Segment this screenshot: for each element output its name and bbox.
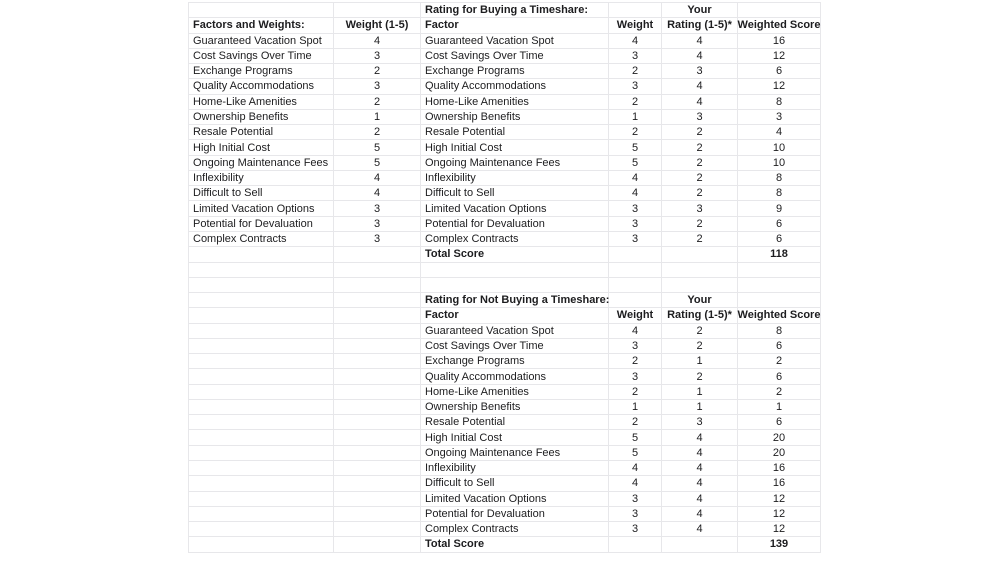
- not-buying-row-rating[interactable]: 4: [662, 446, 738, 461]
- empty-cell[interactable]: [189, 537, 334, 552]
- buying-row-score[interactable]: 10: [738, 156, 821, 171]
- empty-cell[interactable]: [189, 354, 334, 369]
- weights-factor-name[interactable]: Exchange Programs: [189, 64, 334, 79]
- not-buying-row-score[interactable]: 2: [738, 354, 821, 369]
- buying-row-factor[interactable]: Difficult to Sell: [421, 186, 609, 201]
- buying-row-score[interactable]: 10: [738, 140, 821, 155]
- weights-factor-name[interactable]: Limited Vacation Options: [189, 201, 334, 216]
- not-buying-row-rating[interactable]: 1: [662, 354, 738, 369]
- buying-row-factor[interactable]: High Initial Cost: [421, 140, 609, 155]
- empty-cell[interactable]: [189, 263, 334, 278]
- empty-cell[interactable]: [189, 522, 334, 537]
- empty-cell[interactable]: [334, 293, 421, 308]
- empty-cell[interactable]: [334, 461, 421, 476]
- buying-row-score[interactable]: 12: [738, 79, 821, 94]
- empty-cell[interactable]: [334, 507, 421, 522]
- empty-cell[interactable]: [334, 492, 421, 507]
- buying-row-weight[interactable]: 5: [609, 156, 662, 171]
- not-buying-row-weight[interactable]: 2: [609, 385, 662, 400]
- empty-cell[interactable]: [334, 476, 421, 491]
- buying-row-rating[interactable]: 2: [662, 171, 738, 186]
- not-buying-row-factor[interactable]: Complex Contracts: [421, 522, 609, 537]
- weights-factor-name[interactable]: Potential for Devaluation: [189, 217, 334, 232]
- buying-row-rating[interactable]: 4: [662, 49, 738, 64]
- buying-row-score[interactable]: 8: [738, 95, 821, 110]
- buying-row-score[interactable]: 12: [738, 49, 821, 64]
- buying-row-weight[interactable]: 4: [609, 171, 662, 186]
- empty-cell[interactable]: [738, 263, 821, 278]
- buying-row-weight[interactable]: 3: [609, 217, 662, 232]
- not-buying-row-score[interactable]: 8: [738, 324, 821, 339]
- not-buying-factor-header[interactable]: Factor: [421, 308, 609, 323]
- not-buying-row-score[interactable]: 6: [738, 339, 821, 354]
- buying-row-weight[interactable]: 1: [609, 110, 662, 125]
- buying-row-weight[interactable]: 2: [609, 95, 662, 110]
- weights-factor-weight[interactable]: 3: [334, 49, 421, 64]
- empty-cell[interactable]: [334, 263, 421, 278]
- empty-cell[interactable]: [334, 446, 421, 461]
- buying-row-weight[interactable]: 5: [609, 140, 662, 155]
- empty-cell[interactable]: [609, 247, 662, 262]
- buying-row-factor[interactable]: Guaranteed Vacation Spot: [421, 34, 609, 49]
- buying-row-factor[interactable]: Ongoing Maintenance Fees: [421, 156, 609, 171]
- buying-row-factor[interactable]: Potential for Devaluation: [421, 217, 609, 232]
- not-buying-row-weight[interactable]: 3: [609, 507, 662, 522]
- not-buying-row-score[interactable]: 6: [738, 369, 821, 384]
- weights-factor-weight[interactable]: 4: [334, 34, 421, 49]
- buying-row-factor[interactable]: Resale Potential: [421, 125, 609, 140]
- buying-row-factor[interactable]: Limited Vacation Options: [421, 201, 609, 216]
- not-buying-row-rating[interactable]: 2: [662, 369, 738, 384]
- not-buying-row-factor[interactable]: Limited Vacation Options: [421, 492, 609, 507]
- weights-factor-weight[interactable]: 4: [334, 171, 421, 186]
- buying-row-score[interactable]: 4: [738, 125, 821, 140]
- buying-row-rating[interactable]: 2: [662, 232, 738, 247]
- empty-cell[interactable]: [421, 263, 609, 278]
- buying-section-title[interactable]: Rating for Buying a Timeshare:: [421, 3, 609, 18]
- buying-score-header[interactable]: Weighted Score: [738, 18, 821, 33]
- empty-cell[interactable]: [334, 430, 421, 445]
- weights-factor-weight[interactable]: 2: [334, 64, 421, 79]
- empty-cell[interactable]: [609, 263, 662, 278]
- empty-cell[interactable]: [334, 522, 421, 537]
- weights-factor-weight[interactable]: 5: [334, 156, 421, 171]
- not-buying-row-score[interactable]: 12: [738, 522, 821, 537]
- not-buying-row-weight[interactable]: 1: [609, 400, 662, 415]
- buying-row-rating[interactable]: 3: [662, 64, 738, 79]
- empty-cell[interactable]: [334, 354, 421, 369]
- not-buying-row-rating[interactable]: 4: [662, 430, 738, 445]
- empty-cell[interactable]: [189, 492, 334, 507]
- buying-weight-header[interactable]: Weight: [609, 18, 662, 33]
- weights-panel-weight-header[interactable]: Weight (1-5): [334, 18, 421, 33]
- not-buying-row-weight[interactable]: 3: [609, 339, 662, 354]
- buying-row-weight[interactable]: 4: [609, 34, 662, 49]
- buying-row-score[interactable]: 16: [738, 34, 821, 49]
- weights-factor-weight[interactable]: 4: [334, 186, 421, 201]
- weights-factor-name[interactable]: Difficult to Sell: [189, 186, 334, 201]
- empty-cell[interactable]: [189, 476, 334, 491]
- buying-row-rating[interactable]: 2: [662, 186, 738, 201]
- not-buying-row-weight[interactable]: 5: [609, 430, 662, 445]
- empty-cell[interactable]: [189, 308, 334, 323]
- buying-row-factor[interactable]: Ownership Benefits: [421, 110, 609, 125]
- weights-factor-name[interactable]: Ownership Benefits: [189, 110, 334, 125]
- buying-total-score[interactable]: 118: [738, 247, 821, 262]
- not-buying-row-weight[interactable]: 4: [609, 324, 662, 339]
- buying-row-rating[interactable]: 2: [662, 140, 738, 155]
- empty-cell[interactable]: [738, 3, 821, 18]
- weights-factor-name[interactable]: Guaranteed Vacation Spot: [189, 34, 334, 49]
- not-buying-row-weight[interactable]: 5: [609, 446, 662, 461]
- weights-factor-weight[interactable]: 5: [334, 140, 421, 155]
- empty-cell[interactable]: [334, 369, 421, 384]
- empty-cell[interactable]: [334, 415, 421, 430]
- buying-row-weight[interactable]: 2: [609, 64, 662, 79]
- not-buying-row-factor[interactable]: Exchange Programs: [421, 354, 609, 369]
- not-buying-row-rating[interactable]: 4: [662, 522, 738, 537]
- not-buying-weight-header[interactable]: Weight: [609, 308, 662, 323]
- not-buying-row-rating[interactable]: 4: [662, 492, 738, 507]
- not-buying-row-score[interactable]: 16: [738, 476, 821, 491]
- not-buying-row-weight[interactable]: 4: [609, 476, 662, 491]
- buying-row-score[interactable]: 8: [738, 171, 821, 186]
- buying-your-header[interactable]: Your: [662, 3, 738, 18]
- not-buying-total-score[interactable]: 139: [738, 537, 821, 552]
- buying-row-score[interactable]: 6: [738, 64, 821, 79]
- not-buying-row-score[interactable]: 12: [738, 507, 821, 522]
- not-buying-row-weight[interactable]: 2: [609, 354, 662, 369]
- not-buying-row-score[interactable]: 1: [738, 400, 821, 415]
- empty-cell[interactable]: [189, 324, 334, 339]
- not-buying-row-factor[interactable]: Resale Potential: [421, 415, 609, 430]
- weights-factor-name[interactable]: Resale Potential: [189, 125, 334, 140]
- buying-row-rating[interactable]: 3: [662, 110, 738, 125]
- weights-factor-name[interactable]: Ongoing Maintenance Fees: [189, 156, 334, 171]
- not-buying-row-rating[interactable]: 1: [662, 400, 738, 415]
- empty-cell[interactable]: [189, 278, 334, 293]
- not-buying-row-score[interactable]: 20: [738, 430, 821, 445]
- empty-cell[interactable]: [189, 3, 334, 18]
- empty-cell[interactable]: [662, 537, 738, 552]
- buying-row-weight[interactable]: 2: [609, 125, 662, 140]
- empty-cell[interactable]: [189, 385, 334, 400]
- empty-cell[interactable]: [334, 400, 421, 415]
- not-buying-row-rating[interactable]: 2: [662, 324, 738, 339]
- weights-factor-weight[interactable]: 3: [334, 79, 421, 94]
- empty-cell[interactable]: [609, 3, 662, 18]
- not-buying-row-factor[interactable]: Ownership Benefits: [421, 400, 609, 415]
- buying-row-weight[interactable]: 4: [609, 186, 662, 201]
- not-buying-section-title[interactable]: Rating for Not Buying a Timeshare:: [421, 293, 609, 308]
- buying-row-rating[interactable]: 2: [662, 156, 738, 171]
- empty-cell[interactable]: [334, 3, 421, 18]
- not-buying-row-weight[interactable]: 4: [609, 461, 662, 476]
- weights-factor-weight[interactable]: 2: [334, 125, 421, 140]
- buying-row-score[interactable]: 6: [738, 232, 821, 247]
- empty-cell[interactable]: [662, 263, 738, 278]
- buying-factor-header[interactable]: Factor: [421, 18, 609, 33]
- buying-row-weight[interactable]: 3: [609, 232, 662, 247]
- weights-factor-weight[interactable]: 2: [334, 95, 421, 110]
- not-buying-row-score[interactable]: 12: [738, 492, 821, 507]
- not-buying-row-score[interactable]: 2: [738, 385, 821, 400]
- empty-cell[interactable]: [189, 247, 334, 262]
- empty-cell[interactable]: [189, 446, 334, 461]
- empty-cell[interactable]: [662, 278, 738, 293]
- buying-row-score[interactable]: 8: [738, 186, 821, 201]
- empty-cell[interactable]: [421, 278, 609, 293]
- buying-total-label[interactable]: Total Score: [421, 247, 609, 262]
- not-buying-row-weight[interactable]: 3: [609, 369, 662, 384]
- not-buying-row-rating[interactable]: 4: [662, 476, 738, 491]
- empty-cell[interactable]: [334, 537, 421, 552]
- weights-factor-name[interactable]: Inflexibility: [189, 171, 334, 186]
- weights-factor-name[interactable]: High Initial Cost: [189, 140, 334, 155]
- empty-cell[interactable]: [334, 278, 421, 293]
- not-buying-row-factor[interactable]: Guaranteed Vacation Spot: [421, 324, 609, 339]
- not-buying-row-weight[interactable]: 3: [609, 492, 662, 507]
- buying-row-rating[interactable]: 3: [662, 201, 738, 216]
- buying-row-rating[interactable]: 4: [662, 79, 738, 94]
- empty-cell[interactable]: [334, 324, 421, 339]
- not-buying-row-factor[interactable]: Home-Like Amenities: [421, 385, 609, 400]
- buying-row-rating[interactable]: 2: [662, 125, 738, 140]
- buying-row-weight[interactable]: 3: [609, 79, 662, 94]
- empty-cell[interactable]: [738, 278, 821, 293]
- buying-row-factor[interactable]: Complex Contracts: [421, 232, 609, 247]
- buying-row-factor[interactable]: Exchange Programs: [421, 64, 609, 79]
- not-buying-row-factor[interactable]: Difficult to Sell: [421, 476, 609, 491]
- not-buying-row-factor[interactable]: Potential for Devaluation: [421, 507, 609, 522]
- not-buying-row-weight[interactable]: 3: [609, 522, 662, 537]
- weights-panel-title[interactable]: Factors and Weights:: [189, 18, 334, 33]
- weights-factor-name[interactable]: Complex Contracts: [189, 232, 334, 247]
- not-buying-row-rating[interactable]: 2: [662, 339, 738, 354]
- empty-cell[interactable]: [662, 247, 738, 262]
- buying-row-rating[interactable]: 4: [662, 34, 738, 49]
- buying-row-score[interactable]: 6: [738, 217, 821, 232]
- empty-cell[interactable]: [189, 415, 334, 430]
- not-buying-row-factor[interactable]: High Initial Cost: [421, 430, 609, 445]
- buying-row-factor[interactable]: Home-Like Amenities: [421, 95, 609, 110]
- empty-cell[interactable]: [189, 293, 334, 308]
- buying-rating-header[interactable]: Rating (1-5)*: [662, 18, 738, 33]
- empty-cell[interactable]: [334, 308, 421, 323]
- not-buying-row-rating[interactable]: 4: [662, 507, 738, 522]
- buying-row-weight[interactable]: 3: [609, 49, 662, 64]
- not-buying-row-factor[interactable]: Quality Accommodations: [421, 369, 609, 384]
- buying-row-factor[interactable]: Inflexibility: [421, 171, 609, 186]
- buying-row-weight[interactable]: 3: [609, 201, 662, 216]
- empty-cell[interactable]: [189, 400, 334, 415]
- empty-cell[interactable]: [609, 537, 662, 552]
- weights-factor-weight[interactable]: 1: [334, 110, 421, 125]
- not-buying-your-header[interactable]: Your: [662, 293, 738, 308]
- empty-cell[interactable]: [334, 247, 421, 262]
- not-buying-rating-header[interactable]: Rating (1-5)*: [662, 308, 738, 323]
- empty-cell[interactable]: [738, 293, 821, 308]
- buying-row-score[interactable]: 9: [738, 201, 821, 216]
- empty-cell[interactable]: [189, 430, 334, 445]
- not-buying-score-header[interactable]: Weighted Score: [738, 308, 821, 323]
- empty-cell[interactable]: [334, 339, 421, 354]
- not-buying-row-rating[interactable]: 1: [662, 385, 738, 400]
- buying-row-factor[interactable]: Quality Accommodations: [421, 79, 609, 94]
- empty-cell[interactable]: [189, 339, 334, 354]
- empty-cell[interactable]: [189, 369, 334, 384]
- weights-factor-weight[interactable]: 3: [334, 201, 421, 216]
- weights-factor-weight[interactable]: 3: [334, 217, 421, 232]
- buying-row-rating[interactable]: 4: [662, 95, 738, 110]
- buying-row-rating[interactable]: 2: [662, 217, 738, 232]
- weights-factor-name[interactable]: Home-Like Amenities: [189, 95, 334, 110]
- not-buying-row-score[interactable]: 20: [738, 446, 821, 461]
- not-buying-row-factor[interactable]: Inflexibility: [421, 461, 609, 476]
- not-buying-row-factor[interactable]: Cost Savings Over Time: [421, 339, 609, 354]
- spreadsheet-grid: [188, 2, 821, 553]
- weights-factor-name[interactable]: Cost Savings Over Time: [189, 49, 334, 64]
- not-buying-row-rating[interactable]: 3: [662, 415, 738, 430]
- not-buying-row-score[interactable]: 16: [738, 461, 821, 476]
- not-buying-row-score[interactable]: 6: [738, 415, 821, 430]
- weights-factor-name[interactable]: Quality Accommodations: [189, 79, 334, 94]
- not-buying-row-weight[interactable]: 2: [609, 415, 662, 430]
- weights-factor-weight[interactable]: 3: [334, 232, 421, 247]
- empty-cell[interactable]: [609, 293, 662, 308]
- buying-row-factor[interactable]: Cost Savings Over Time: [421, 49, 609, 64]
- not-buying-row-rating[interactable]: 4: [662, 461, 738, 476]
- empty-cell[interactable]: [189, 507, 334, 522]
- not-buying-row-factor[interactable]: Ongoing Maintenance Fees: [421, 446, 609, 461]
- empty-cell[interactable]: [334, 385, 421, 400]
- not-buying-total-label[interactable]: Total Score: [421, 537, 609, 552]
- empty-cell[interactable]: [189, 461, 334, 476]
- buying-row-score[interactable]: 3: [738, 110, 821, 125]
- empty-cell[interactable]: [609, 278, 662, 293]
